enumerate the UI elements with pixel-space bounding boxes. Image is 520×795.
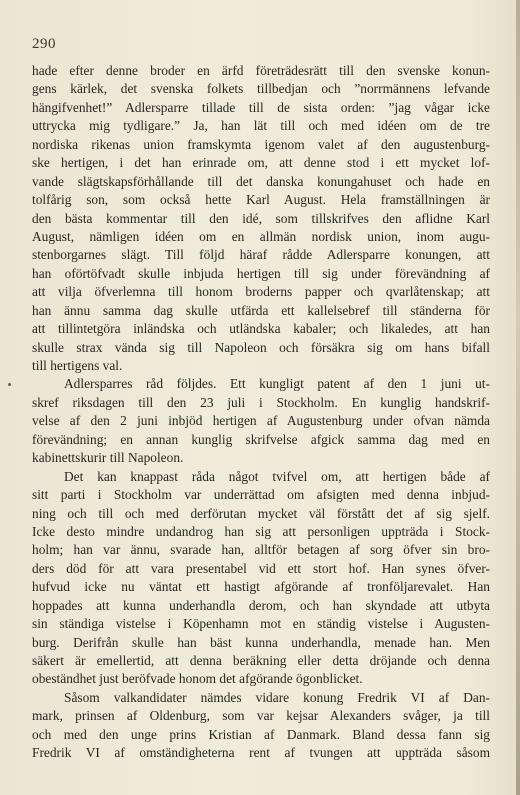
- text-line: ske hertigen, i det han erinrade om, att denne stod i ett mycket lof-: [32, 155, 490, 171]
- text-line: velse af den 2 juni inbjöd hertigen af Augustenburg under ofvan nämda: [32, 413, 490, 429]
- text-line: holm; han var ännu, svarade han, alltför betagen af sorg öfver sin bro-: [32, 542, 490, 558]
- text-line: Fredrik VI af omständigheterna rent af tvungen att uppträda såsom: [32, 745, 490, 761]
- text-line: hufvud icke nu väntat ett hastigt afgörande af tronföljarevalet. Han: [32, 579, 490, 595]
- ink-blot: [8, 383, 11, 386]
- text-line: förevändning; en annan kunglig skrifvelse afgick samma dag med en: [32, 431, 490, 447]
- text-line: ders död för att vara presentabel vid ett stort hof. Han synes öfver-: [32, 560, 490, 576]
- text-line: han oförtöfvadt skulle inbjuda hertigen till sig under förevändning af: [32, 265, 490, 281]
- text-line: Såsom valkandidater nämdes vidare konung Fredrik VI af Dan-: [64, 689, 490, 705]
- text-line: till hertigens val.: [32, 358, 123, 373]
- text-line: August, nämligen idéen om en allmän nordisk union, inom augu-: [32, 228, 490, 244]
- text-line: nordiska rikenas union framskymta igenom valet af den augustenburg-: [32, 136, 490, 152]
- text-line: han ännu samma dag skulle utfärda ett kallelsebref till ständerna för: [32, 302, 490, 318]
- text-line: Adlersparres råd följdes. Ett kungligt patent af den 1 juni ut-: [64, 376, 490, 392]
- text-line: skulle strax vända sig till Napoleon och försäkra sig om hans bifall: [32, 339, 490, 355]
- text-line: att vilja öfverlemna till honom broderns papper och qvarlåtenskap; att: [32, 284, 490, 300]
- text-line: vande slägtskapsförhållande till det danska konungahuset och hade en: [32, 173, 490, 189]
- text-line: uttrycka mig tydligare.” Ja, han lät till och med idéen om de tre: [32, 118, 490, 134]
- text-line: hade efter denne broder en ärfd företrädesrätt till den svenske konun-: [32, 63, 490, 78]
- text-line: hoppades att kunna underhandla derom, och han skyndade att utbyta: [32, 597, 490, 613]
- text-line: Icke desto mindre undandrog han sig att personligen uppträda i Stock-: [32, 523, 490, 539]
- text-line: den bästa kommentar till den idé, som tillskrifves den aflidne Karl: [32, 210, 490, 226]
- text-line: mark, prinsen af Oldenburg, som var kejsar Alexanders svåger, ja till: [32, 708, 490, 724]
- text-line: tolfårig son, som också hette Karl August. Hela framställningen är: [32, 192, 490, 208]
- text-line: ning och till och med derförutan mycket väl förstått det af sig sjelf.: [32, 505, 490, 521]
- text-line: obeständhet just beröfvade honom det afgörande ögonblicket.: [32, 671, 363, 687]
- text-line: Det kan knappast råda något tvifvel om, att hertigen både af: [64, 468, 490, 484]
- text-line: skref riksdagen till den 23 juli i Stockholm. En kunglig handskrif-: [32, 394, 490, 410]
- text-line: och med den unge prins Kristian af Danmark. Bland dessa fann sig: [32, 726, 490, 742]
- text-line: sin ständiga vistelse i Köpenhamn mot en ständig vistelse i Augusten-: [32, 616, 490, 632]
- text-line: hängifvenhet!” Adlersparre tillade till de sista orden: ”jag vågar icke: [32, 99, 490, 115]
- text-line: säkert är emellertid, att denna beräkning eller detta dröjande och denna: [32, 653, 490, 668]
- text-line: sitt parti i Stockholm var underrättad om afsigten med denna inbjud-: [32, 487, 490, 503]
- page-number: 290: [32, 36, 56, 52]
- text-line: gens kärlek, det svenska folkets tillbedjan och ”norrmännens lefvande: [32, 81, 490, 97]
- text-line: kabinettskurir till Napoleon.: [32, 450, 184, 466]
- page-edge: [516, 0, 520, 795]
- text-line: stenborgarnes slägt. Till följd häraf rådde Adlersparre konungen, att: [32, 247, 490, 263]
- text-line: burg. Derifrån skulle han bäst kunna underhandla, menade han. Men: [32, 634, 490, 650]
- text-line: att tillintetgöra inländska och utländska kabaler; och likaledes, att han: [32, 321, 490, 337]
- body-text: [32, 62, 490, 763]
